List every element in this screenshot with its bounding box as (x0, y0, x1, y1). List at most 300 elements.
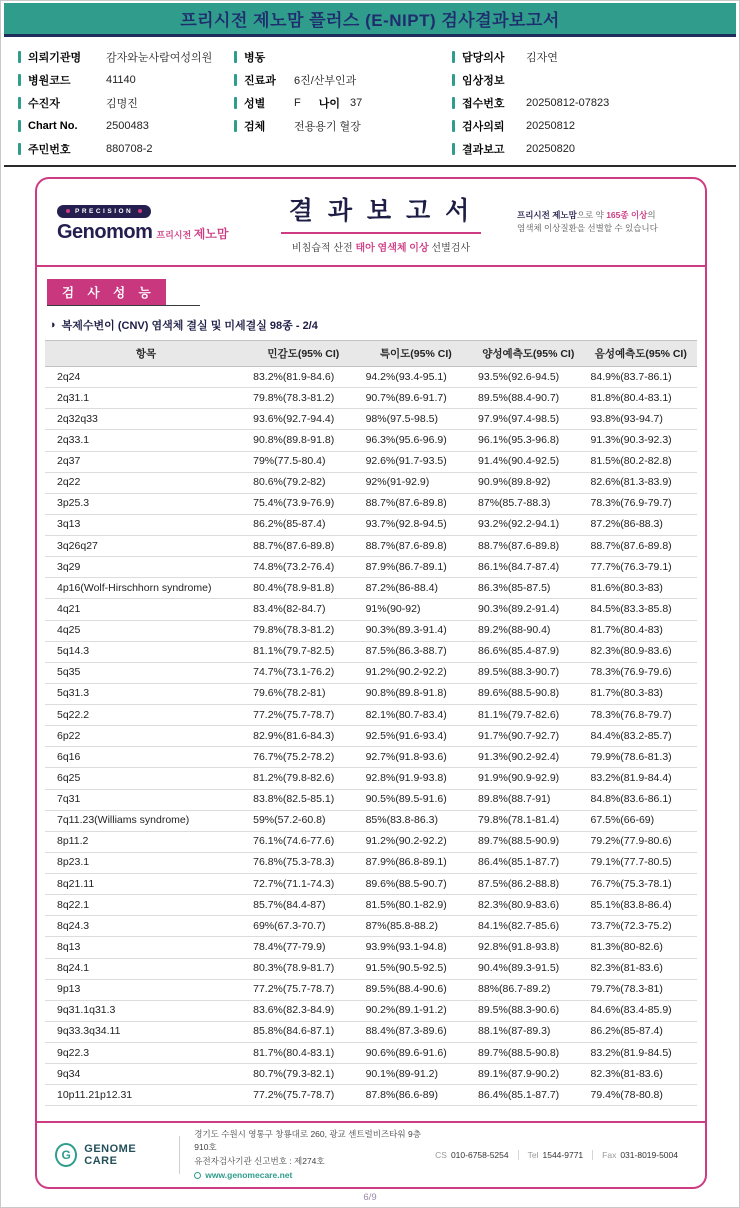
value-cell: 82.3%(81-83.6) (585, 1064, 697, 1085)
value-cell: 80.3%(78.9-81.7) (247, 958, 359, 979)
page-number: 6/9 (363, 1192, 377, 1203)
region-cell: 8q24.1 (45, 958, 247, 979)
region-cell: 9q34 (45, 1064, 247, 1085)
table-row (45, 536, 697, 557)
patient-info-column-1 (18, 45, 234, 160)
logo-sub-bold: 제노맘 (193, 227, 229, 241)
value-cell: 80.6%(79.2-82) (247, 472, 359, 493)
value-cell: 91%(90-92) (360, 599, 472, 620)
table-row (45, 874, 697, 895)
performance-table-body (45, 367, 697, 1106)
info-field (18, 114, 234, 137)
column-header: 항목 (45, 341, 247, 367)
value-cell: 90.8%(89.8-91.8) (247, 430, 359, 451)
value-cell: 88.7%(87.6-89.8) (360, 536, 472, 557)
info-field (18, 91, 234, 114)
value-cell: 83.8%(82.5-85.1) (247, 789, 359, 810)
globe-icon (194, 1172, 201, 1179)
value-cell: 87.2%(86-88.3) (585, 514, 697, 535)
field-tick-icon (452, 120, 455, 132)
value-cell: 90.4%(89.3-91.5) (472, 958, 584, 979)
logo-main-text: Genomom (57, 221, 153, 243)
table-row (45, 979, 697, 1000)
value-cell: 85%(83.8-86.3) (360, 810, 472, 831)
table-row (45, 852, 697, 873)
value-cell: 89.8%(88.7-91) (472, 789, 584, 810)
footer-website: www.genomecare.net (205, 1169, 293, 1180)
value-cell: 90.3%(89.2-91.4) (472, 599, 584, 620)
field-tick-icon (234, 51, 237, 63)
report-header (37, 179, 705, 267)
table-row (45, 683, 697, 704)
value-cell: 93.2%(92.2-94.1) (472, 514, 584, 535)
patient-info-section (4, 37, 736, 167)
region-cell: 5q35 (45, 662, 247, 683)
value-cell: 81.3%(80-82.6) (585, 937, 697, 958)
value-cell: 88.7%(87.6-89.8) (472, 536, 584, 557)
field-value: 41140 (106, 73, 136, 86)
value-cell: 84.9%(83.7-86.1) (585, 367, 697, 388)
value-cell: 81.1%(79.7-82.5) (247, 641, 359, 662)
value-cell: 90.5%(89.5-91.6) (360, 789, 472, 810)
field-label: 검사의뢰 (462, 120, 505, 133)
value-cell: 80.7%(79.3-82.1) (247, 1064, 359, 1085)
value-cell: 92.6%(91.7-93.5) (360, 451, 472, 472)
column-header: 음성예측도(95% CI) (585, 341, 697, 367)
region-cell: 2q24 (45, 367, 247, 388)
region-cell: 2q37 (45, 451, 247, 472)
table-row (45, 831, 697, 852)
value-cell: 84.6%(83.4-85.9) (585, 1000, 697, 1021)
table-row (45, 430, 697, 451)
table-row (45, 514, 697, 535)
field-label: 담당의사 (462, 51, 505, 64)
value-cell: 89.5%(88.3-90.7) (472, 662, 584, 683)
table-row (45, 472, 697, 493)
region-cell: 10p11.21p12.31 (45, 1085, 247, 1106)
table-row (45, 557, 697, 578)
value-cell: 81.2%(79.8-82.6) (247, 768, 359, 789)
badge-dot-icon (138, 209, 142, 213)
value-cell: 91.5%(90.5-92.5) (360, 958, 472, 979)
value-cell: 74.8%(73.2-76.4) (247, 557, 359, 578)
value-cell: 86.2%(85-87.4) (247, 514, 359, 535)
value-cell: 76.7%(75.2-78.2) (247, 747, 359, 768)
value-cell: 87%(85.7-88.3) (472, 493, 584, 514)
column-header: 양성예측도(95% CI) (472, 341, 584, 367)
field-tick-icon (234, 74, 237, 86)
table-row (45, 1043, 697, 1064)
field-value: F (294, 96, 301, 109)
value-cell: 87.8%(86.6-89) (360, 1085, 472, 1106)
table-row (45, 641, 697, 662)
value-cell: 96.1%(95.3-96.8) (472, 430, 584, 451)
value-cell: 91.2%(90.2-92.2) (360, 831, 472, 852)
value-cell: 91.3%(90.2-92.4) (472, 747, 584, 768)
value-cell: 81.6%(80.3-83) (585, 578, 697, 599)
value-cell: 90.6%(89.6-91.6) (360, 1043, 472, 1064)
value-cell: 81.1%(79.7-82.6) (472, 705, 584, 726)
field-tick-icon (18, 97, 21, 109)
region-cell: 7q31 (45, 789, 247, 810)
region-cell: 3q26q27 (45, 536, 247, 557)
field-label: 병동 (244, 51, 266, 64)
value-cell: 89.7%(88.5-90.9) (472, 831, 584, 852)
table-row (45, 895, 697, 916)
performance-table-header-row (45, 341, 697, 367)
value-cell: 73.7%(72.3-75.2) (585, 916, 697, 937)
value-cell: 79.7%(78.3-81) (585, 979, 697, 1000)
contact-fax: Fax 031-8019-5004 (592, 1150, 687, 1160)
value-cell: 77.2%(75.7-78.7) (247, 979, 359, 1000)
field-label: 접수번호 (462, 97, 505, 110)
value-cell: 91.9%(90.9-92.9) (472, 768, 584, 789)
value-cell: 91.4%(90.4-92.5) (472, 451, 584, 472)
table-row (45, 1064, 697, 1085)
field-value: 880708-2 (106, 142, 153, 155)
region-cell: 6q25 (45, 768, 247, 789)
report-title: 프리시전 제노맘 플러스 (E-NIPT) 검사결과보고서 (180, 11, 560, 30)
value-cell: 78.3%(76.9-79.6) (585, 662, 697, 683)
field-tick-icon (234, 97, 237, 109)
value-cell: 83.4%(82-84.7) (247, 599, 359, 620)
table-row (45, 578, 697, 599)
value-cell: 81.5%(80.1-82.9) (360, 895, 472, 916)
value-cell: 94.2%(93.4-95.1) (360, 367, 472, 388)
value-cell: 83.6%(82.3-84.9) (247, 1000, 359, 1021)
value-cell: 81.7%(80.4-83.1) (247, 1043, 359, 1064)
value-cell: 88.7%(87.6-89.8) (585, 536, 697, 557)
section-heading: 검 사 성 능 (47, 279, 166, 305)
value-cell: 85.1%(83.8-86.4) (585, 895, 697, 916)
value-cell: 89.1%(87.9-90.2) (472, 1064, 584, 1085)
field-value: 2500483 (106, 119, 149, 132)
value-cell: 93.5%(92.6-94.5) (472, 367, 584, 388)
report-header-subtitle: 비침습적 산전 태아 염색체 이상 선별검사 (291, 242, 471, 254)
info-field (234, 114, 452, 137)
value-cell: 85.8%(84.6-87.1) (247, 1021, 359, 1042)
value-cell: 83.2%(81.9-84.4) (585, 768, 697, 789)
region-cell: 6q16 (45, 747, 247, 768)
result-report-box (35, 177, 707, 1189)
value-cell: 82.1%(80.7-83.4) (360, 705, 472, 726)
region-cell: 3q13 (45, 514, 247, 535)
half-circle-icon: ◑ (49, 319, 56, 331)
value-cell: 93.7%(92.8-94.5) (360, 514, 472, 535)
region-cell: 3q29 (45, 557, 247, 578)
value-cell: 86.3%(85-87.5) (472, 578, 584, 599)
value-cell: 81.8%(80.4-83.1) (585, 388, 697, 409)
value-cell: 84.1%(82.7-85.6) (472, 916, 584, 937)
info-field (452, 68, 722, 91)
report-footer (37, 1121, 705, 1187)
region-cell: 4p16(Wolf-Hirschhorn syndrome) (45, 578, 247, 599)
value-cell: 91.3%(90.3-92.3) (585, 430, 697, 451)
value-cell: 89.5%(88.4-90.6) (360, 979, 472, 1000)
value-cell: 86.6%(85.4-87.9) (472, 641, 584, 662)
info-field (234, 45, 452, 68)
field-label: 병원코드 (28, 74, 71, 87)
value-cell: 79.8%(78.3-81.2) (247, 620, 359, 641)
info-field (452, 45, 722, 68)
field-tick-icon (452, 74, 455, 86)
value-cell: 78.3%(76.8-79.7) (585, 705, 697, 726)
info-field (234, 68, 452, 91)
value-cell: 92.5%(91.6-93.4) (360, 726, 472, 747)
value-cell: 77.2%(75.7-78.7) (247, 705, 359, 726)
value-cell: 91.7%(90.7-92.7) (472, 726, 584, 747)
table-row (45, 662, 697, 683)
report-content (37, 267, 705, 1106)
value-cell: 89.2%(88-90.4) (472, 620, 584, 641)
value-cell: 82.3%(80.9-83.6) (585, 641, 697, 662)
value-cell: 79.8%(78.3-81.2) (247, 388, 359, 409)
region-cell: 6p22 (45, 726, 247, 747)
subtitle-highlight: 태아 염색체 이상 (355, 242, 429, 254)
value-cell: 90.2%(89.1-91.2) (360, 1000, 472, 1021)
info-field (452, 91, 722, 114)
precision-badge (57, 205, 151, 218)
value-cell: 79%(77.5-80.4) (247, 451, 359, 472)
field-label: 결과보고 (462, 143, 505, 156)
footer-address-block (194, 1128, 426, 1182)
genome-care-logo (55, 1143, 165, 1167)
table-row (45, 768, 697, 789)
footer-contacts (426, 1150, 687, 1160)
table-row (45, 810, 697, 831)
value-cell: 59%(57.2-60.8) (247, 810, 359, 831)
value-cell: 92%(91-92.9) (360, 472, 472, 493)
info-field (18, 137, 234, 160)
field-value: 20250812 (526, 119, 575, 132)
genome-care-logo-text: GENOME CARE (84, 1143, 137, 1167)
table-row (45, 409, 697, 430)
logo-sub-light: 프리시전 (156, 230, 192, 240)
value-cell: 88.1%(87-89.3) (472, 1021, 584, 1042)
region-cell: 5q22.2 (45, 705, 247, 726)
field-value: 김명진 (106, 97, 138, 110)
column-header: 민감도(95% CI) (247, 341, 359, 367)
region-cell: 8q22.1 (45, 895, 247, 916)
region-cell: 7q11.23(Williams syndrome) (45, 810, 247, 831)
value-cell: 93.6%(92.7-94.4) (247, 409, 359, 430)
value-cell: 75.4%(73.9-76.9) (247, 493, 359, 514)
region-cell: 5q14.3 (45, 641, 247, 662)
table-row (45, 958, 697, 979)
section-heading-wrap (47, 279, 200, 306)
patient-info-column-3 (452, 45, 722, 160)
field-tick-icon (18, 120, 21, 132)
table-row (45, 451, 697, 472)
region-cell: 4q25 (45, 620, 247, 641)
value-cell: 79.2%(77.9-80.6) (585, 831, 697, 852)
value-cell: 88.4%(87.3-89.6) (360, 1021, 472, 1042)
value-cell: 88.7%(87.6-89.8) (247, 536, 359, 557)
genome-care-logo-icon: G (55, 1143, 77, 1167)
value-cell: 93.8%(93-94.7) (585, 409, 697, 430)
field-label: 의뢰기관명 (28, 51, 82, 64)
value-cell: 83.2%(81.9-84.6) (247, 367, 359, 388)
region-cell: 2q22 (45, 472, 247, 493)
region-cell: 8p11.2 (45, 831, 247, 852)
value-cell: 69%(67.3-70.7) (247, 916, 359, 937)
field-label: 성별 (244, 97, 266, 110)
value-cell: 90.3%(89.3-91.4) (360, 620, 472, 641)
value-cell: 76.7%(75.3-78.1) (585, 874, 697, 895)
value-cell: 79.6%(78.2-81) (247, 683, 359, 704)
value-cell: 76.1%(74.6-77.6) (247, 831, 359, 852)
value-cell: 86.4%(85.1-87.7) (472, 1085, 584, 1106)
value-cell: 83.2%(81.9-84.5) (585, 1043, 697, 1064)
field-tick-icon (452, 51, 455, 63)
table-subtitle-text: 복제수변이 (CNV) 염색체 결실 및 미세결실 98종 - 2/4 (61, 320, 318, 332)
table-row (45, 599, 697, 620)
field-label: 나이 (318, 97, 340, 110)
value-cell: 86.4%(85.1-87.7) (472, 852, 584, 873)
field-value: 6진/산부인과 (294, 74, 357, 87)
value-cell: 77.7%(76.3-79.1) (585, 557, 697, 578)
value-cell: 96.3%(95.6-96.9) (360, 430, 472, 451)
value-cell: 78.4%(77-79.9) (247, 937, 359, 958)
value-cell: 86.1%(84.7-87.4) (472, 557, 584, 578)
value-cell: 90.7%(89.6-91.7) (360, 388, 472, 409)
value-cell: 97.9%(97.4-98.5) (472, 409, 584, 430)
footer-divider (179, 1136, 180, 1174)
logo-wordmark (57, 221, 245, 244)
value-cell: 84.4%(83.2-85.7) (585, 726, 697, 747)
value-cell: 72.7%(71.1-74.3) (247, 874, 359, 895)
badge-dot-icon (66, 209, 70, 213)
footer-license: 유전자검사기관 신고번호 : 제274호 (194, 1156, 325, 1166)
field-label: 주민번호 (28, 143, 71, 156)
value-cell: 87.5%(86.2-88.8) (472, 874, 584, 895)
value-cell: 87.5%(86.3-88.7) (360, 641, 472, 662)
column-header: 특이도(95% CI) (360, 341, 472, 367)
region-cell: 9p13 (45, 979, 247, 1000)
value-cell: 93.9%(93.1-94.8) (360, 937, 472, 958)
value-cell: 76.8%(75.3-78.3) (247, 852, 359, 873)
patient-info-column-2 (234, 45, 452, 160)
value-cell: 78.3%(76.9-79.7) (585, 493, 697, 514)
region-cell: 3p25.3 (45, 493, 247, 514)
value-cell: 81.5%(80.2-82.8) (585, 451, 697, 472)
table-row (45, 747, 697, 768)
table-row (45, 726, 697, 747)
report-header-note: 프리시전 제노맘으로 약 165종 이상의 염색체 이상질환을 선별할 수 있습니다 (517, 209, 658, 233)
table-row (45, 789, 697, 810)
field-label: 진료과 (244, 74, 276, 87)
value-cell: 89.7%(88.5-90.8) (472, 1043, 584, 1064)
value-cell: 98%(97.5-98.5) (360, 409, 472, 430)
table-row (45, 388, 697, 409)
region-cell: 8q13 (45, 937, 247, 958)
field-label: 임상정보 (462, 74, 505, 87)
field-tick-icon (452, 143, 455, 155)
value-cell: 79.8%(78.1-81.4) (472, 810, 584, 831)
field-value: 전용용기 혈장 (294, 120, 361, 133)
value-cell: 79.9%(78.6-81.3) (585, 747, 697, 768)
field-value: 37 (350, 96, 363, 109)
value-cell: 79.1%(77.7-80.5) (585, 852, 697, 873)
field-value: 20250820 (526, 142, 575, 155)
field-tick-icon (18, 74, 21, 86)
info-field (18, 45, 234, 68)
value-cell: 87%(85.8-88.2) (360, 916, 472, 937)
region-cell: 4q21 (45, 599, 247, 620)
field-label: 검체 (244, 120, 266, 133)
region-cell: 8p23.1 (45, 852, 247, 873)
table-row (45, 1085, 697, 1106)
value-cell: 82.6%(81.3-83.9) (585, 472, 697, 493)
value-cell: 91.2%(90.2-92.2) (360, 662, 472, 683)
info-field (452, 137, 722, 160)
table-row (45, 705, 697, 726)
info-field (452, 114, 722, 137)
value-cell: 85.7%(84.4-87) (247, 895, 359, 916)
field-tick-icon (452, 97, 455, 109)
value-cell: 82.9%(81.6-84.3) (247, 726, 359, 747)
value-cell: 92.8%(91.8-93.8) (472, 937, 584, 958)
value-cell: 67.5%(66-69) (585, 810, 697, 831)
field-tick-icon (18, 51, 21, 63)
value-cell: 89.6%(88.5-90.8) (472, 683, 584, 704)
value-cell: 79.4%(78-80.8) (585, 1085, 697, 1106)
value-cell: 89.5%(88.3-90.6) (472, 1000, 584, 1021)
value-cell: 84.5%(83.3-85.8) (585, 599, 697, 620)
table-row (45, 937, 697, 958)
field-label: Chart No. (28, 119, 78, 132)
table-row (45, 1021, 697, 1042)
region-cell: 8q21.11 (45, 874, 247, 895)
info-field (18, 68, 234, 91)
region-cell: 2q33.1 (45, 430, 247, 451)
field-value: 김자연 (526, 51, 558, 64)
value-cell: 86.2%(85-87.4) (585, 1021, 697, 1042)
report-header-center (245, 191, 517, 254)
contact-cs: CS 010-6758-5254 (435, 1150, 509, 1160)
badge-label: PRECISION (75, 207, 134, 215)
info-field-gender-age (234, 91, 452, 114)
value-cell: 74.7%(73.1-76.2) (247, 662, 359, 683)
table-row (45, 493, 697, 514)
value-cell: 81.7%(80.3-83) (585, 683, 697, 704)
footer-website-row (194, 1169, 426, 1183)
table-row (45, 620, 697, 641)
field-tick-icon (18, 143, 21, 155)
value-cell: 81.7%(80.4-83) (585, 620, 697, 641)
value-cell: 88%(86.7-89.2) (472, 979, 584, 1000)
value-cell: 90.1%(89-91.2) (360, 1064, 472, 1085)
value-cell: 87.9%(86.7-89.1) (360, 557, 472, 578)
value-cell: 88.7%(87.6-89.8) (360, 493, 472, 514)
value-cell: 80.4%(78.9-81.8) (247, 578, 359, 599)
region-cell: 2q32q33 (45, 409, 247, 430)
value-cell: 89.5%(88.4-90.7) (472, 388, 584, 409)
genomom-logo (57, 200, 245, 244)
field-value: 20250812-07823 (526, 96, 610, 109)
region-cell: 9q33.3q34.11 (45, 1021, 247, 1042)
region-cell: 8q24.3 (45, 916, 247, 937)
region-cell: 9q31.1q31.3 (45, 1000, 247, 1021)
value-cell: 82.3%(80.9-83.6) (472, 895, 584, 916)
value-cell: 84.8%(83.6-86.1) (585, 789, 697, 810)
value-cell: 87.9%(86.8-89.1) (360, 852, 472, 873)
value-cell: 87.2%(86-88.4) (360, 578, 472, 599)
field-value: 감자와눈사람여성의원 (106, 51, 213, 64)
field-label: 수진자 (28, 97, 60, 110)
value-cell: 89.6%(88.5-90.7) (360, 874, 472, 895)
table-row (45, 916, 697, 937)
